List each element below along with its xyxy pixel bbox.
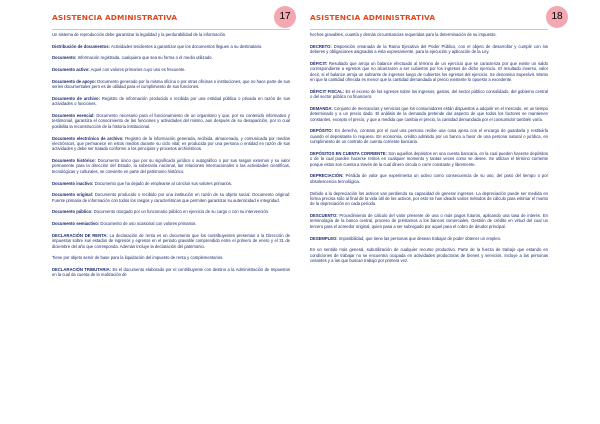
definition-text: Documento necesario para el funcionamiento de un organismo y que, por su contenido informativo y testimonial, garantiza el conocimiento de las funciones y actividades del mismo, aun después de su desaparición, por lo cual posibilita la reconstrucción de la historia institucional. [52, 113, 290, 129]
term-heading: DEPRECIACIÓN: [310, 173, 344, 179]
term-heading: Documento de apoyo: [52, 78, 97, 84]
page-header [310, 6, 563, 28]
definition-text: Registro de información producida o recibida por una entidad pública o privada en razón de sus actividades o funciones. [52, 95, 290, 107]
paragraph [52, 67, 290, 72]
definition-text: Aquel con valores primarios cuyo uso es frecuente. [89, 67, 186, 73]
paragraph [310, 173, 548, 184]
header-title: ASISTENCIA ADMINISTRATIVA [310, 13, 436, 22]
term-heading: DEMANDA: [310, 105, 333, 111]
definition-text: Actividades tendientes a garantizar que los documentos lleguen a su destinatario. [109, 43, 263, 49]
term-heading: DESEMPLEO: [310, 235, 338, 241]
definition-text: Debido a la depreciación los activos van perdiendo su capacidad de generar ingresos. La depreciación puede ser medida en forma precisa sólo al final de la vida útil de los activos, por esto se han ideado varios métodos de cálculo para estimar el monto de la depreciación en cada periodo. [310, 190, 548, 207]
definition-text: Documento otorgado por un funcionario público en ejercicio de su cargo o con su intervención. [92, 209, 270, 215]
term-heading: Documento original: [52, 192, 94, 198]
term-heading: DÉFICIT FISCAL: [310, 88, 345, 94]
term-heading: DESCUENTO: [310, 213, 338, 219]
header-title: ASISTENCIA ADMINISTRATIVA [52, 13, 178, 22]
term-heading: DÉFICIT: [310, 60, 328, 66]
paragraph [52, 96, 290, 107]
page-header [52, 6, 290, 28]
term-heading: DECLARACIÓN DE RENTA: [52, 232, 108, 238]
paragraph [310, 61, 548, 83]
term-heading: Documento de archivo: [52, 95, 100, 101]
paragraph [52, 233, 290, 249]
definition-text: Documento generado por la misma oficina o por otras oficinas o instituciones, que no hace parte de sus series documentales pero es de utilidad para el cumplimiento de sus funciones. [52, 78, 290, 90]
definition-text: En derecho, contrato por el cual una persona recibe una cosa ajena con el encargo de guardarla y restituirla cuando el depositante lo requiera. En economía, crédito admitido por un banco a favor de una persona natural o jurídica, en cumplimiento de un contrato de cuenta corriente bancaria. [310, 128, 548, 145]
definition-text: Documento único que por su significado jurídico o autográfico o por sus rasgos externos y su valor permanente para la dirección del Estado, la soberanía nacional, las relaciones internacionales o las actividades científicas, tecnológicas y culturales, se convierte en parte del patrimonio histórico. [52, 158, 290, 174]
definition-text: Conjunto de mercancías y servicios que los consumidores están dispuestos a adquirir en el mercado, en un tiempo determinado y a un precio dado. El análisis de la demanda pretende dar aspecto de que todos los factores se mantienen constantes, excepto el precio, y que a medida que cambia el precio, la cantidad demandada por el consumidor también varía. [310, 105, 548, 122]
paragraph [310, 247, 548, 263]
paragraph [52, 136, 290, 152]
paragraph [310, 191, 548, 207]
definition-text: Pérdida de valor que experimenta un activo como consecuencia de su uso, del paso del tiempo o por obsolescencia tecnológica. [310, 173, 548, 184]
definition-text: Tiene por objeto servir de base para la liquidación del impuesto de renta y complementarios. [52, 255, 224, 261]
term-heading: DEPÓSITOS EN CUENTA CORRIENTE: [310, 150, 387, 156]
definition-text: Imposibilidad, que tiene las personas que desean trabajar de poder obtener un empleo. [337, 235, 502, 241]
paragraph [310, 213, 548, 229]
definition-text: Documento de uso ocasional con valores primarios. [99, 221, 197, 227]
definition-text: Disposición emanada de la Rama Ejecutiva del Poder Público, con el objeto de desarrollar y cumplir con los deberes y obligaciones asignadas a ésta expresamente, para la ejecución y aplicación de la Ley. [310, 43, 548, 55]
paragraph [52, 255, 290, 260]
paragraph [310, 44, 548, 55]
term-heading: DECLARACIÓN TRIBUTARIA: [52, 267, 112, 273]
term-heading: Documento público: [52, 209, 93, 215]
term-heading: Documento: [52, 55, 77, 61]
definition-text: Documento producido o recibido por una institución en razón de su objeto social. Documento original: Fuente primaria de información con todos los rasgos y características que permiten garantizar su autenticidad e integridad. [52, 192, 290, 203]
paragraph [310, 236, 548, 241]
paragraph [310, 106, 548, 122]
term-heading: Distribución de documentos: [52, 43, 110, 49]
term-heading: Documento histórico: [52, 158, 96, 164]
paragraph [52, 44, 290, 49]
definition-text: Es el exceso de los egresos sobre los ingresos, gastos, del sector público consolidado, del gobierno central o del sector público no financiero. [310, 88, 548, 100]
page-number-badge: 17 [274, 6, 296, 28]
paragraph [52, 209, 290, 214]
definition-text: La declaración de renta es un documento que los contribuyentes presentan a la Dirección de impuestos sobre sus estados de ingresos y egresos en el periodo gravable comprendido entre el primero de enero y el 31 de diciembre del año que corresponda. Además incluye la declaración del patrimonio. [52, 232, 290, 249]
paragraph [52, 55, 290, 60]
definition-text: hechos gravables, cuantía y demás circunstancias requeridas para la determinación de su impuesto. [310, 32, 497, 37]
definition-text: En un sentido más general, subutilización de cualquier recurso productivo. Parte de la fuerza de trabajo que estando en condiciones de trabajar no se encuentra ocupada en actividades productoras de bienes y servicios. Incluye a las personas cesantes y a las que buscan trabajo por primera vez. [310, 247, 548, 264]
term-heading: Documento esencial: [52, 113, 95, 119]
term-heading: Documento electrónico de archivo: [52, 135, 124, 141]
definition-text: Son aquellos depósitos en una cuenta bancaria, en la cual pueden hacerse depósitos o de la cual pueden hacerse retiros en cualquier momento y tantas veces como se desee. Se utilizan el término corriente porque estos son cuenta a través de la cual dinero circula o corre constante y libremente. [310, 150, 548, 167]
header-divider [310, 29, 548, 30]
paragraph [310, 89, 548, 100]
paragraph [52, 113, 290, 129]
page-left [52, 6, 290, 416]
paragraph [52, 79, 290, 90]
page-body [310, 32, 548, 263]
paragraph [310, 128, 548, 144]
paragraph [310, 151, 548, 167]
definition-text: Información registrada, cualquiera que sea su forma o el medio utilizado. [76, 55, 213, 61]
term-heading: Documento semiactivo: [52, 221, 100, 227]
definition-text: Procedimiento de cálculo del valor presente de una o más pagos futuros, aplicando una tasa de interés. En terminología de la banca central, proceso de préstamos a los bancos comerciales. Gestión de crédito en virtud del cual un tercero para el acreedor original, quien pasa a ser subrogado por aquel para el cobro de deudor principal. [310, 213, 548, 229]
paragraph [52, 158, 290, 174]
page-body [52, 32, 290, 278]
paragraph [310, 32, 548, 37]
paragraph [52, 192, 290, 203]
definition-text: Resultado que arroja un balance efectuado al término de un ejercicio que se caracteriza por que existe un saldo correspondiente a egresos que no alcanzaron a ser cubiertos por los ingresos de dicho ejercicio. El resultado inverso, valor decir, si el balance arroja un sobrante de ingresos luego de cubiertos los egresos del ejercicio. Se denomina Superávit. Monto en que la cantidad ofrecida es menor que la cantidad demandada al precio existente lo opuesto a excedente. [310, 60, 548, 83]
page-number-badge: 18 [546, 6, 568, 28]
paragraph [52, 221, 290, 226]
paragraph [52, 32, 290, 37]
definition-text: Es el documento elaborado por el contribuyente con destino a la Administración de Impuestos en la cual da cuenta de la realización de [52, 267, 290, 278]
definition-text: Documento que ha dejado de emplearse al concluir sus valores primarios. [93, 180, 233, 186]
header-divider [52, 29, 290, 30]
term-heading: Documento activo: [52, 67, 90, 73]
paragraph [52, 267, 290, 278]
definition-text: Registro de la información generada, recibida, almacenada, y comunicada por medios electrónicos, que permanece en estos medios durante su ciclo vital; es producida por una persona o entidad en razón de sus actividades y debe ser tratada conforme a los principios y procesos archivísticos. [52, 135, 290, 152]
paragraph [52, 181, 290, 186]
term-heading: DECRETO: [310, 43, 332, 49]
definition-text: Un sistema de reproducción debe garantizar la legalidad y la perdurabilidad de la información. [52, 32, 227, 37]
term-heading: DEPÓSITO: [310, 128, 333, 134]
page-right [310, 6, 563, 416]
term-heading: Documento inactivo: [52, 180, 94, 186]
